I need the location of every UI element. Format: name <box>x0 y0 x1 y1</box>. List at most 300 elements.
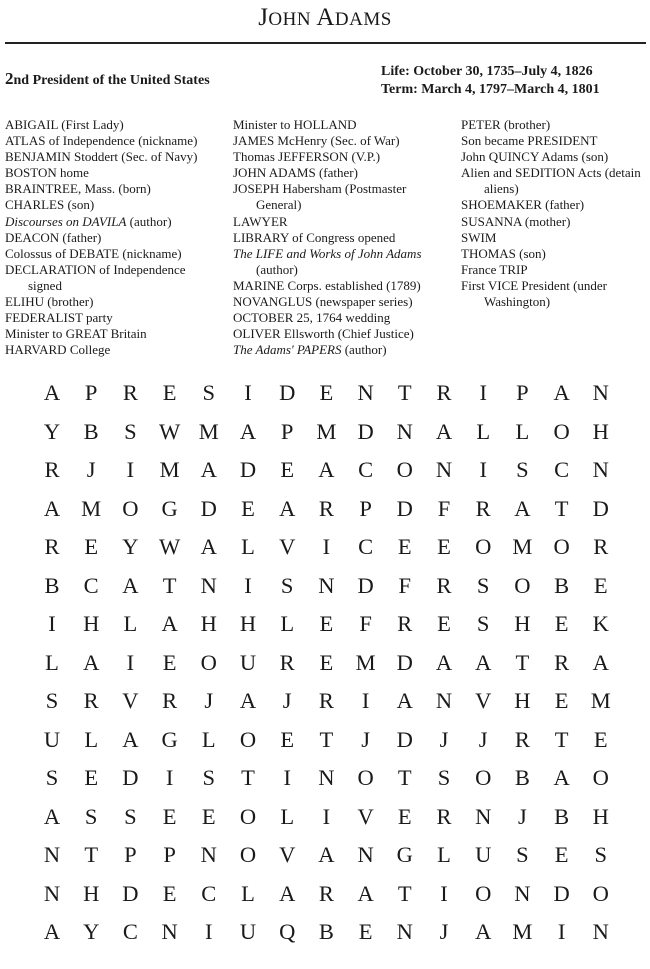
grid-letter[interactable]: A <box>279 495 296 521</box>
grid-letter[interactable]: E <box>554 611 569 636</box>
grid-letter[interactable]: O <box>396 457 413 482</box>
grid-letter[interactable]: R <box>318 688 334 713</box>
grid-letter[interactable]: S <box>516 457 529 482</box>
grid-letter[interactable]: S <box>437 765 451 790</box>
grid-letter[interactable]: E <box>554 842 569 867</box>
grid-letter[interactable]: N <box>475 803 492 829</box>
grid-letter[interactable]: L <box>123 611 138 636</box>
grid-letter[interactable]: T <box>84 842 99 867</box>
grid-letter[interactable]: D <box>396 495 413 521</box>
grid-letter[interactable]: N <box>357 380 374 405</box>
grid-letter[interactable]: R <box>44 534 60 559</box>
title-part: J <box>258 4 269 31</box>
grid-letter[interactable]: D <box>357 572 374 598</box>
grid-letter[interactable]: I <box>165 765 174 790</box>
clue-text: First VICE President (under <box>461 277 607 293</box>
grid-letter[interactable]: N <box>161 919 178 944</box>
grid-letter[interactable]: I <box>126 457 135 482</box>
life-term-info <box>381 63 600 99</box>
grid-letter[interactable]: R <box>593 534 609 559</box>
grid-letter[interactable]: H <box>83 611 100 636</box>
clue-item <box>5 149 197 165</box>
subtitle-ordinal: nd <box>13 73 30 88</box>
clue-item <box>233 326 422 342</box>
grid-letter[interactable]: N <box>514 880 531 906</box>
grid-letter[interactable]: I <box>479 457 487 482</box>
grid-letter[interactable]: P <box>359 495 372 521</box>
grid-letter[interactable]: S <box>84 803 98 829</box>
clue-item <box>461 181 641 197</box>
grid-letter[interactable]: A <box>239 688 257 713</box>
grid-letter[interactable]: R <box>514 726 530 752</box>
grid-letter[interactable]: L <box>280 611 295 636</box>
grid-letter[interactable]: R <box>436 380 452 405</box>
grid-letter[interactable]: S <box>202 765 216 790</box>
grid-letter[interactable]: N <box>318 572 335 598</box>
grid-letter[interactable]: L <box>84 726 99 752</box>
clue-text: General) <box>256 197 302 213</box>
grid-letter[interactable]: F <box>437 495 451 521</box>
grid-letter[interactable]: O <box>357 765 374 790</box>
grid-letter[interactable]: T <box>554 726 569 752</box>
grid-letter[interactable]: C <box>83 572 99 598</box>
grid-letter[interactable]: D <box>396 649 413 675</box>
grid-letter[interactable]: G <box>161 726 178 752</box>
grid-letter[interactable]: I <box>440 880 448 906</box>
clue-item <box>233 181 422 197</box>
grid-letter[interactable]: O <box>592 880 609 906</box>
grid-letter[interactable]: O <box>592 765 609 790</box>
clue-text: BOSTON home <box>5 165 89 181</box>
clue-text: France TRIP <box>461 261 528 277</box>
grid-letter[interactable]: J <box>439 726 449 752</box>
grid-letter[interactable]: E <box>280 726 295 752</box>
grid-letter[interactable]: P <box>516 380 529 405</box>
subtitle-text: President of the United States <box>29 73 210 88</box>
grid-letter[interactable]: P <box>163 842 176 867</box>
grid-letter[interactable]: G <box>161 495 178 521</box>
grid-letter[interactable]: O <box>239 842 257 867</box>
grid-letter[interactable]: P <box>84 380 98 405</box>
clue-item <box>461 246 641 262</box>
clue-item <box>233 310 422 326</box>
grid-letter[interactable]: J <box>204 688 214 713</box>
grid-letter[interactable]: R <box>122 380 138 405</box>
grid-letter[interactable]: E <box>241 495 255 521</box>
clue-text: MARINE Corps. established (1789) <box>233 277 421 293</box>
grid-letter[interactable]: E <box>84 534 99 559</box>
clue-item <box>461 262 641 278</box>
grid-letter[interactable]: N <box>200 842 217 867</box>
clue-item <box>233 246 422 262</box>
grid-letter[interactable]: U <box>239 649 257 675</box>
grid-letter[interactable]: O <box>475 880 492 906</box>
clue-item <box>5 246 197 262</box>
grid-letter[interactable]: Q <box>279 919 296 944</box>
grid-letter[interactable]: J <box>478 726 488 752</box>
grid-letter[interactable]: A <box>122 726 139 752</box>
grid-letter[interactable]: A <box>122 572 139 598</box>
grid-letter[interactable]: T <box>162 572 177 598</box>
grid-letter[interactable]: S <box>124 418 137 444</box>
grid-letter[interactable]: B <box>554 572 570 598</box>
grid-letter[interactable]: E <box>162 803 177 829</box>
grid-letter[interactable]: I <box>479 380 487 405</box>
grid-letter[interactable]: N <box>43 880 61 906</box>
grid-letter[interactable]: I <box>322 803 331 829</box>
grid-letter[interactable]: A <box>279 880 296 906</box>
grid-letter[interactable]: O <box>514 572 531 598</box>
grid-letter[interactable]: F <box>359 611 372 636</box>
grid-letter[interactable]: E <box>84 765 99 790</box>
grid-letter[interactable]: M <box>81 495 102 521</box>
grid-letter[interactable]: I <box>361 688 370 713</box>
grid-letter[interactable]: T <box>397 380 412 405</box>
clue-item <box>461 197 641 213</box>
grid-letter[interactable]: I <box>244 572 252 598</box>
title-rule <box>5 42 646 44</box>
grid-letter[interactable]: I <box>283 765 291 790</box>
clue-item <box>5 214 197 230</box>
grid-letter[interactable]: N <box>200 572 217 598</box>
grid-letter[interactable]: T <box>515 649 530 675</box>
grid-letter[interactable]: S <box>594 842 608 867</box>
grid-letter[interactable]: V <box>279 842 296 867</box>
grid-letter[interactable]: G <box>396 842 413 867</box>
grid-letter[interactable]: U <box>43 726 61 752</box>
grid-letter[interactable]: N <box>592 457 609 482</box>
grid-letter[interactable]: E <box>201 803 216 829</box>
grid-letter[interactable]: I <box>322 534 331 559</box>
grid-letter[interactable]: D <box>592 495 609 521</box>
grid-letter[interactable]: H <box>200 611 217 636</box>
clue-text: ABIGAIL (First Lady) <box>5 117 124 132</box>
grid-letter[interactable]: E <box>280 457 295 482</box>
grid-letter[interactable]: R <box>318 880 334 906</box>
clue-item <box>233 294 422 310</box>
grid-letter[interactable]: N <box>318 765 335 790</box>
clue-text: DECLARATION of Independence <box>5 261 186 277</box>
grid-letter[interactable]: T <box>319 726 334 752</box>
clue-text: The LIFE and Works of John Adams <box>233 245 422 261</box>
clue-item <box>233 262 422 278</box>
grid-letter[interactable]: I <box>244 380 252 405</box>
grid-letter[interactable]: Y <box>122 534 139 559</box>
grid-letter[interactable]: H <box>83 880 100 906</box>
grid-letter[interactable]: D <box>239 457 257 482</box>
grid-letter[interactable]: P <box>124 842 137 867</box>
grid-letter[interactable]: M <box>590 688 611 713</box>
grid-letter[interactable]: D <box>357 418 374 444</box>
grid-letter[interactable]: E <box>358 919 373 944</box>
grid-letter[interactable]: A <box>435 649 453 675</box>
grid-letter[interactable]: T <box>397 880 412 906</box>
grid-letter[interactable]: V <box>122 688 139 713</box>
clue-text: SUSANNA (mother) <box>461 213 571 229</box>
grid-letter[interactable]: E <box>593 572 608 598</box>
grid-letter[interactable]: L <box>476 418 491 444</box>
grid-letter[interactable]: A <box>43 803 61 829</box>
clue-item <box>5 230 197 246</box>
grid-letter[interactable]: H <box>514 611 531 636</box>
clue-item <box>461 165 641 181</box>
clue-text: JOHN ADAMS (father) <box>233 165 358 181</box>
grid-letter[interactable]: W <box>158 418 181 444</box>
grid-letter[interactable]: O <box>200 649 217 675</box>
grid-letter[interactable]: U <box>475 842 492 867</box>
grid-letter[interactable]: O <box>239 803 257 829</box>
clue-item <box>5 181 197 197</box>
clue-text: FEDERALIST party <box>5 310 113 326</box>
grid-letter[interactable]: C <box>554 457 570 482</box>
clue-item <box>233 133 422 149</box>
grid-letter[interactable]: F <box>398 572 412 598</box>
grid-letter[interactable]: A <box>592 649 609 675</box>
grid-letter[interactable]: D <box>200 495 217 521</box>
grid-letter[interactable]: N <box>396 919 413 944</box>
clue-text: PETER (brother) <box>461 117 551 132</box>
grid-letter[interactable]: J <box>439 919 449 944</box>
grid-letter[interactable]: R <box>397 611 413 636</box>
grid-letter[interactable]: S <box>280 572 294 598</box>
clue-suffix: (author) <box>341 342 387 358</box>
grid-letter[interactable]: N <box>43 842 61 867</box>
grid-letter[interactable]: S <box>202 380 216 405</box>
clue-item <box>461 117 641 133</box>
clue-text: Son became PRESIDENT <box>461 133 598 149</box>
grid-letter[interactable]: O <box>239 726 257 752</box>
clue-item <box>5 262 197 278</box>
grid-letter[interactable]: C <box>358 457 374 482</box>
grid-letter[interactable]: C <box>122 919 138 944</box>
grid-letter[interactable]: I <box>557 919 566 944</box>
grid-letter[interactable]: S <box>476 611 490 636</box>
grid-letter[interactable]: V <box>279 534 296 559</box>
grid-letter[interactable]: A <box>553 765 570 790</box>
grid-letter[interactable]: E <box>162 380 177 405</box>
grid-letter[interactable]: E <box>437 611 451 636</box>
grid-letter[interactable]: D <box>553 880 570 906</box>
grid-letter[interactable]: I <box>48 611 56 636</box>
clue-item <box>461 230 641 246</box>
clue-item <box>233 342 422 358</box>
grid-letter[interactable]: A <box>475 919 492 944</box>
grid-letter[interactable]: E <box>162 649 177 675</box>
grid-letter[interactable]: L <box>45 649 59 675</box>
grid-letter[interactable]: N <box>592 380 609 405</box>
grid-letter[interactable]: K <box>592 611 609 636</box>
grid-letter[interactable]: C <box>358 534 374 559</box>
grid-letter[interactable]: R <box>436 803 452 829</box>
grid-letter[interactable]: R <box>83 688 99 713</box>
grid-letter[interactable]: Y <box>83 919 100 944</box>
grid-letter[interactable]: N <box>396 418 413 444</box>
grid-letter[interactable]: M <box>512 919 533 944</box>
grid-letter[interactable]: M <box>316 418 337 444</box>
grid-letter[interactable]: E <box>162 880 177 906</box>
grid-letter[interactable]: D <box>122 880 139 906</box>
grid-letter[interactable]: B <box>44 572 60 598</box>
grid-letter[interactable]: L <box>280 803 295 829</box>
life-dates: Life: October 30, 1735–July 4, 1826 <box>381 64 593 79</box>
clue-text: BRAINTREE, Mass. (born) <box>5 181 151 197</box>
grid-letter[interactable]: A <box>357 880 374 906</box>
grid-letter[interactable]: A <box>396 688 413 713</box>
grid-letter[interactable]: R <box>279 649 295 675</box>
clue-text: Alien and SEDITION Acts (detain <box>461 165 641 181</box>
grid-letter[interactable]: P <box>280 418 294 444</box>
grid-letter[interactable]: O <box>553 534 570 559</box>
grid-letter[interactable]: M <box>355 649 376 675</box>
clue-item <box>461 294 641 310</box>
grid-letter[interactable]: H <box>514 688 531 713</box>
grid-letter[interactable]: C <box>201 880 217 906</box>
clue-item <box>233 197 422 213</box>
grid-letter[interactable]: A <box>435 418 453 444</box>
clue-text: LAWYER <box>233 213 288 229</box>
clue-text: signed <box>28 277 62 293</box>
grid-letter[interactable]: R <box>436 572 452 598</box>
clue-item <box>461 214 641 230</box>
grid-letter[interactable]: L <box>241 534 255 559</box>
clue-text: SWIM <box>461 229 497 245</box>
clue-text: JAMES McHenry (Sec. of War) <box>233 133 400 149</box>
title-part: A <box>316 4 335 31</box>
grid-letter[interactable]: A <box>475 649 492 675</box>
term-dates: Term: March 4, 1797–March 4, 1801 <box>381 82 600 97</box>
grid-letter[interactable]: O <box>122 495 139 521</box>
grid-letter[interactable]: E <box>319 649 334 675</box>
grid-letter[interactable]: L <box>201 726 216 752</box>
grid-letter[interactable]: A <box>200 457 217 482</box>
clue-item <box>5 310 197 326</box>
grid-letter[interactable]: A <box>43 919 61 944</box>
clue-text: Washington) <box>484 294 551 310</box>
grid-letter[interactable]: B <box>514 765 530 790</box>
grid-letter[interactable]: E <box>319 611 334 636</box>
clue-text: Thomas JEFFERSON (V.P.) <box>233 149 381 165</box>
grid-letter[interactable]: L <box>515 418 530 444</box>
subtitle <box>5 69 210 89</box>
grid-letter[interactable]: A <box>83 649 100 675</box>
clue-text: Minister to GREAT Britain <box>5 326 147 342</box>
clue-text: aliens) <box>484 181 519 197</box>
grid-letter[interactable]: H <box>592 803 609 829</box>
page-title <box>0 4 650 32</box>
clue-item <box>461 149 641 165</box>
grid-letter[interactable]: E <box>319 380 334 405</box>
grid-letter[interactable]: M <box>198 418 219 444</box>
grid-letter[interactable]: E <box>397 534 412 559</box>
grid-letter[interactable]: I <box>205 919 213 944</box>
grid-letter[interactable]: R <box>554 649 570 675</box>
grid-letter[interactable]: V <box>357 803 374 829</box>
clue-text: OCTOBER 25, 1764 wedding <box>233 310 391 326</box>
grid-letter[interactable]: O <box>553 418 570 444</box>
grid-letter[interactable]: A <box>43 495 61 521</box>
clue-item <box>5 294 197 310</box>
grid-letter[interactable]: J <box>86 457 96 482</box>
grid-letter[interactable]: A <box>161 611 178 636</box>
grid-letter[interactable]: E <box>397 803 412 829</box>
grid-letter[interactable]: W <box>158 534 181 559</box>
title-part: OHN <box>268 9 317 30</box>
grid-letter[interactable]: A <box>553 380 570 405</box>
grid-letter[interactable]: T <box>241 765 255 790</box>
grid-letter[interactable]: S <box>516 842 529 867</box>
grid-letter[interactable]: S <box>124 803 137 829</box>
grid-letter[interactable]: A <box>514 495 531 521</box>
grid-letter[interactable]: S <box>476 572 490 598</box>
clue-item <box>233 214 422 230</box>
grid-letter[interactable]: A <box>43 380 61 405</box>
grid-letter[interactable]: E <box>437 534 451 559</box>
grid-letter[interactable]: O <box>475 765 492 790</box>
grid-letter[interactable]: H <box>239 611 257 636</box>
grid-letter[interactable]: H <box>592 418 609 444</box>
grid-letter[interactable]: O <box>475 534 492 559</box>
clue-text: Minister to HOLLAND <box>233 117 357 132</box>
grid-letter[interactable]: B <box>83 418 99 444</box>
grid-letter[interactable]: V <box>475 688 492 713</box>
grid-letter[interactable]: E <box>593 726 608 752</box>
grid-letter[interactable]: L <box>437 842 451 867</box>
grid-letter[interactable]: N <box>435 457 453 482</box>
grid-letter[interactable]: R <box>318 495 334 521</box>
grid-letter[interactable]: L <box>241 880 255 906</box>
grid-letter[interactable]: J <box>361 726 370 752</box>
clue-text: OLIVER Ellsworth (Chief Justice) <box>233 326 414 342</box>
clue-item <box>5 117 197 133</box>
clue-text: ATLAS of Independence (nickname) <box>5 133 198 149</box>
grid-letter[interactable]: A <box>318 842 335 867</box>
grid-letter[interactable]: T <box>554 495 569 521</box>
grid-letter[interactable]: M <box>512 534 533 559</box>
grid-letter[interactable]: T <box>397 765 412 790</box>
grid-letter[interactable]: Y <box>43 418 61 444</box>
grid-letter[interactable]: B <box>318 919 334 944</box>
grid-letter[interactable]: N <box>435 688 453 713</box>
grid-letter[interactable]: E <box>554 688 569 713</box>
grid-letter[interactable]: A <box>318 457 335 482</box>
grid-letter[interactable]: B <box>554 803 570 829</box>
clue-text: THOMAS (son) <box>461 245 546 261</box>
clue-text: Colossus of DEBATE (nickname) <box>5 245 182 261</box>
grid-letter[interactable]: D <box>279 380 296 405</box>
grid-letter[interactable]: A <box>200 534 217 559</box>
grid-letter[interactable]: I <box>126 649 135 675</box>
grid-letter[interactable]: M <box>159 457 180 482</box>
grid-letter[interactable]: J <box>282 688 292 713</box>
grid-letter[interactable]: R <box>162 688 178 713</box>
grid-letter[interactable]: U <box>239 919 257 944</box>
grid-letter[interactable]: N <box>592 919 609 944</box>
grid-letter[interactable]: R <box>44 457 60 482</box>
clue-item <box>233 165 422 181</box>
grid-letter[interactable]: D <box>122 765 139 790</box>
grid-letter[interactable]: D <box>396 726 413 752</box>
clue-text: SHOEMAKER (father) <box>461 197 585 213</box>
grid-letter[interactable]: J <box>518 803 527 829</box>
grid-letter[interactable]: S <box>45 688 59 713</box>
grid-letter[interactable]: S <box>45 765 59 790</box>
clue-item <box>233 117 422 133</box>
clue-item <box>233 278 422 294</box>
clue-text: CHARLES (son) <box>5 197 95 213</box>
grid-letter[interactable]: N <box>357 842 374 867</box>
grid-letter[interactable]: A <box>239 418 257 444</box>
grid-letter[interactable]: R <box>475 495 491 521</box>
